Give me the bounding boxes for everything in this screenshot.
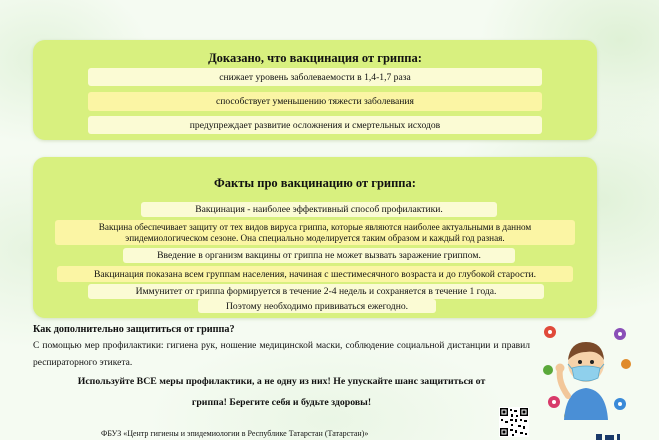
panel-title: Доказано, что вакцинация от гриппа:	[208, 51, 422, 65]
logo-mark-icon	[596, 432, 626, 440]
list-item: Вакцина обеспечивает защиту от тех видов вируса гриппа, которые являются наиболее актуальными в данном эпидемиологическом сезоне. Она специально моделируется таким образом и каждый год разная.	[55, 220, 575, 245]
footer-organization: ФБУЗ «Центр гигиены и эпидемиологии в Республике Татарстан (Татарстан)»	[101, 429, 369, 438]
section-text: С помощью мер профилактики: гигиена рук, ношение медицинской маски, соблюдение социальной дистанции и правил респираторного этикета.	[33, 341, 530, 368]
list-item: Иммунитет от гриппа формируется в течение 2-4 недель и сохраняется в течение 1 года.	[88, 284, 544, 299]
list-item: Вакцинация - наиболее эффективный способ профилактики.	[141, 202, 497, 217]
child-with-mask-illustration	[540, 322, 632, 422]
qr-code-icon[interactable]	[499, 407, 529, 437]
appeal-line: Используйте ВСЕ меры профилактики, а не одну из них! Не упускайте шанс защититься от	[77, 376, 486, 387]
list-item: Вакцинация показана всем группам населения, начиная с шестимесячного возраста и до глубокой старости.	[57, 266, 573, 282]
list-item: предупреждает развитие осложнения и смертельных исходов	[88, 116, 542, 134]
vaccination-facts-panel	[33, 157, 597, 318]
list-item: снижает уровень заболеваемости в 1,4-1,7 раза	[88, 68, 542, 86]
list-item: Поэтому необходимо прививаться ежегодно.	[198, 299, 436, 313]
panel-title: Факты про вакцинацию от гриппа:	[214, 176, 416, 190]
list-item: Введение в организм вакцины от гриппа не может вызвать заражение гриппом.	[123, 248, 515, 263]
appeal-line: гриппа! Берегите себя и будьте здоровы!	[191, 397, 372, 408]
list-item: способствует уменьшению тяжести заболевания	[88, 92, 542, 111]
vaccination-proven-panel	[33, 40, 597, 140]
section-title: Как дополнительно защититься от гриппа?	[33, 324, 235, 335]
